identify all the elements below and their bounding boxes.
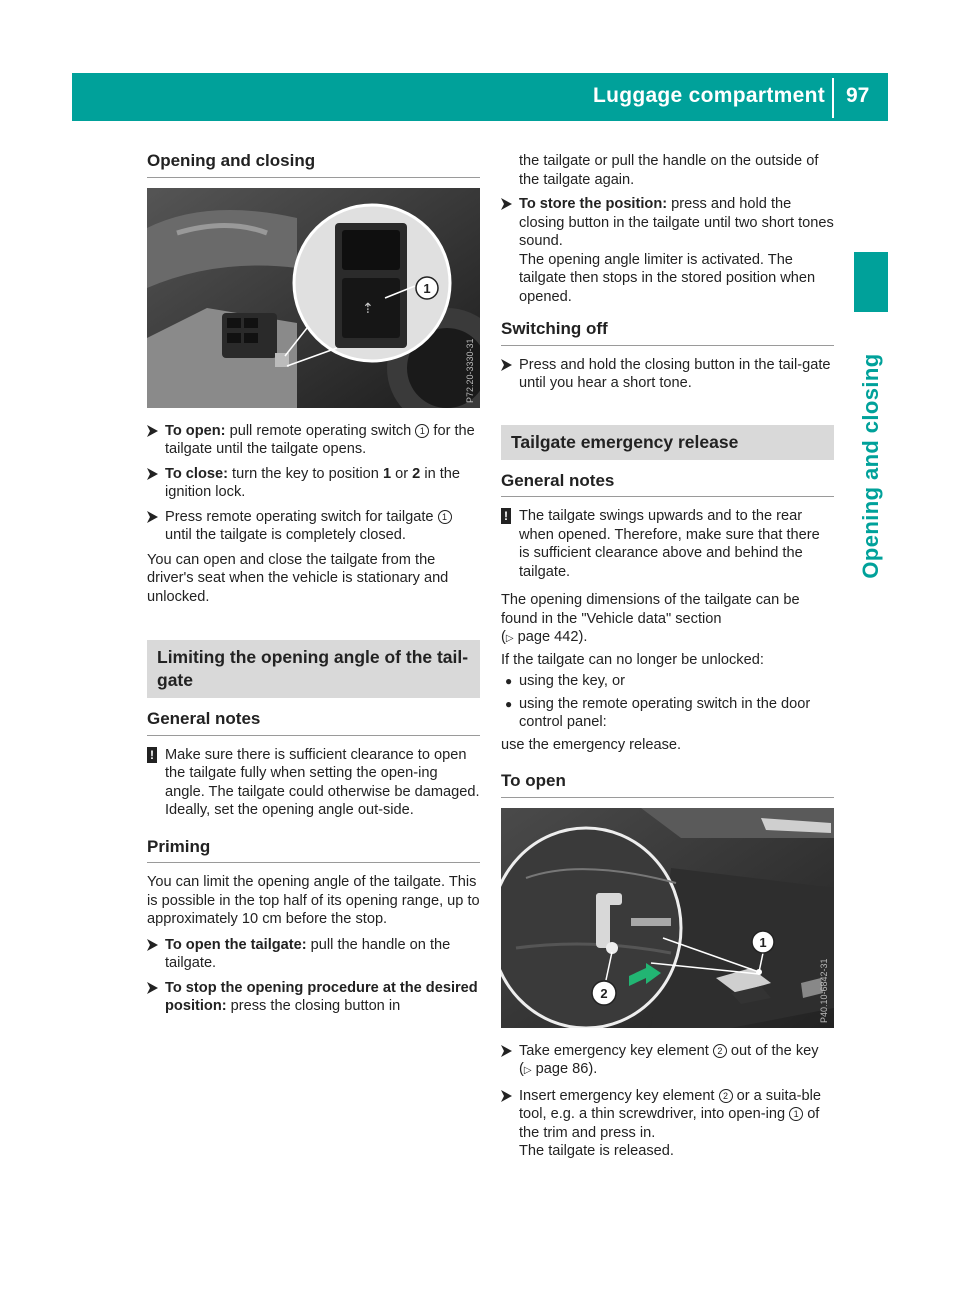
position-number: 2 xyxy=(412,465,421,482)
step-text: of the trim and press in. xyxy=(519,1106,820,1141)
warning-text: Make sure there is sufficient clearance to open the tailgate fully when setting the open-ing angle. The tailgate could otherwise be damaged. Ideally, set the opening angle out-side. xyxy=(165,746,480,818)
heading-switching-off: Switching off xyxy=(501,320,834,346)
list-item xyxy=(501,695,834,732)
page-reference: page 86). xyxy=(535,1061,598,1077)
page-reference: page 442). xyxy=(517,629,588,645)
header-divider xyxy=(832,78,834,118)
page-number: 97 xyxy=(846,84,870,107)
step-text: press and hold the closing button in the tailgate until two short tones sound. xyxy=(519,196,834,249)
step-text: in the ignition lock. xyxy=(165,465,461,500)
step-store-position xyxy=(501,195,834,306)
right-column xyxy=(501,152,834,1167)
heading-priming: Priming xyxy=(147,838,480,864)
step-open-tailgate xyxy=(147,936,480,973)
step-to-close xyxy=(147,465,480,502)
step-text: or xyxy=(391,465,413,482)
warning-note-2 xyxy=(501,507,834,581)
paragraph-driver-seat: You can open and close the tailgate from the driver's seat when the vehicle is stationary and unlocked. xyxy=(147,551,449,605)
figure-remote-switch-illustration xyxy=(147,188,480,408)
step-take-key xyxy=(501,1042,834,1081)
warning-icon: ! xyxy=(501,508,511,524)
step-arrow-icon xyxy=(147,982,158,994)
step-label: To stop the opening procedure at the desired position: xyxy=(165,979,478,1014)
callout-2-label: 2 xyxy=(600,985,608,1001)
figure-emergency-release xyxy=(501,808,834,1028)
list-item-text: using the key, or xyxy=(519,673,625,689)
step-label: To store the position: xyxy=(519,196,668,212)
step-press-switch xyxy=(147,508,480,545)
list-item xyxy=(501,672,834,691)
step-label: To open: xyxy=(165,422,226,439)
step-arrow-icon xyxy=(147,511,158,523)
paragraph-dimensions: The opening dimensions of the tailgate can be found in the "Vehicle data" section (▷ page 442). xyxy=(501,592,800,645)
warning-icon: ! xyxy=(147,747,157,763)
step-result-text: The tailgate is released. xyxy=(519,1143,674,1159)
step-text: pull the handle on the tailgate. xyxy=(165,936,451,971)
paragraph-text: The opening dimensions of the tailgate can be found in the "Vehicle data" section xyxy=(501,592,800,627)
step-arrow-icon xyxy=(147,425,158,437)
callout-ref: 1 xyxy=(438,510,452,524)
step-text: or a suita-ble tool, e.g. a thin screwdriver, into open-ing xyxy=(519,1087,821,1122)
bullet-icon: ● xyxy=(505,696,513,711)
warning-note xyxy=(147,746,480,820)
step-text: pull remote operating switch xyxy=(225,422,416,439)
paragraph-priming: You can limit the opening angle of the tailgate. This is possible in the top half of its opening range, up to approximately 10 cm before the stop. xyxy=(147,874,480,927)
step-insert-key xyxy=(501,1087,834,1161)
page-title: Luggage compartment xyxy=(592,84,825,107)
step-arrow-icon xyxy=(501,1045,512,1057)
heading-to-open: To open xyxy=(501,772,834,798)
step-continued xyxy=(501,152,834,189)
step-to-open xyxy=(147,422,480,459)
step-arrow-icon xyxy=(147,468,158,480)
step-text: until the tailgate is completely closed. xyxy=(165,527,406,543)
step-label: To open the tailgate: xyxy=(165,936,307,953)
callout-ref: 2 xyxy=(713,1044,727,1058)
bullet-icon: ● xyxy=(505,674,513,688)
figure-remote-switch xyxy=(147,188,480,408)
warning-text: The tailgate swings upwards and to the rear when opened. Therefore, make sure that there is sufficient clearance above and behind the tailgate. xyxy=(519,508,820,580)
step-stop-opening xyxy=(147,979,480,1016)
step-arrow-icon xyxy=(501,198,512,210)
heading-general-notes-2: General notes xyxy=(501,472,834,498)
list-item-text: using the remote operating switch in the door control panel: xyxy=(519,695,811,730)
left-column xyxy=(147,152,480,1022)
step-text: Press and hold the closing button in the tail-gate until you hear a short tone. xyxy=(519,356,831,391)
step-result-text: The opening angle limiter is activated. The tailgate then stops in the stored position when opened. xyxy=(519,251,816,305)
step-text: the tailgate or pull the handle on the outside of the tailgate again. xyxy=(519,153,819,188)
paragraph-cannot-unlock: If the tailgate can no longer be unlocked: xyxy=(501,651,764,668)
step-text: Take emergency key element xyxy=(519,1042,713,1059)
step-text: press the closing button in xyxy=(226,998,401,1014)
figure-code: P40.10-6842-31 xyxy=(819,957,829,1023)
step-text: turn the key to position xyxy=(227,465,383,482)
heading-general-notes: General notes xyxy=(147,710,480,736)
callout-1-label: 1 xyxy=(759,934,767,950)
figure-emergency-release-illustration xyxy=(501,808,834,1028)
step-switch-off xyxy=(501,356,834,393)
side-tab-marker xyxy=(854,252,888,312)
side-tab-label: Opening and closing xyxy=(858,353,883,579)
step-text: Insert emergency key element xyxy=(519,1087,719,1104)
step-text: out of the key ( xyxy=(519,1042,819,1077)
paragraph-use-release: use the emergency release. xyxy=(501,736,682,753)
svg-text:⇡: ⇡ xyxy=(362,300,374,317)
step-text: for the tailgate until the tailgate opens. xyxy=(165,422,475,457)
heading-limiting-angle: Limiting the opening angle of the tail-gate xyxy=(147,640,480,698)
callout-1-label: 1 xyxy=(423,280,431,296)
step-label: To close: xyxy=(165,465,228,482)
position-number: 1 xyxy=(382,465,392,482)
heading-opening-closing: Opening and closing xyxy=(147,152,480,178)
heading-emergency-release: Tailgate emergency release xyxy=(501,425,834,460)
step-arrow-icon xyxy=(501,1090,512,1102)
page-ref-arrow-icon: ▷ xyxy=(505,633,514,644)
page-ref-arrow-icon: ▷ xyxy=(523,1065,532,1076)
callout-ref: 2 xyxy=(719,1089,733,1103)
figure-code: P72.20-3330-31 xyxy=(465,337,475,403)
callout-ref: 1 xyxy=(789,1107,803,1121)
step-arrow-icon xyxy=(501,359,512,371)
callout-ref: 1 xyxy=(415,424,429,438)
step-text: Press remote operating switch for tailgate xyxy=(165,508,438,525)
step-arrow-icon xyxy=(147,939,158,951)
